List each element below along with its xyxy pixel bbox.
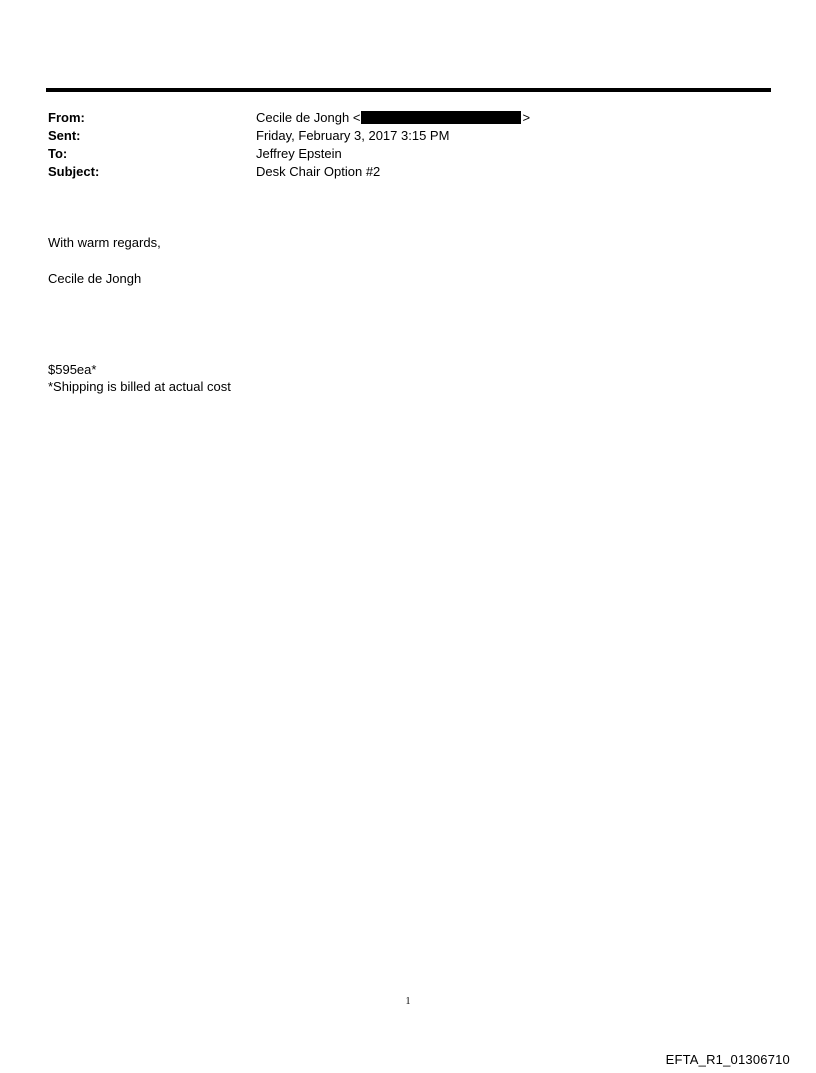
subject-label: Subject: bbox=[48, 164, 100, 179]
signature-name: Cecile de Jongh bbox=[48, 271, 142, 286]
from-row bbox=[48, 109, 748, 127]
email-header bbox=[48, 109, 748, 181]
document-id: EFTA_R1_01306710 bbox=[665, 1052, 790, 1067]
header-divider bbox=[46, 88, 771, 92]
from-name: Cecile de Jongh < bbox=[256, 110, 361, 125]
shipping-note: *Shipping is billed at actual cost bbox=[48, 379, 231, 394]
to-label: To: bbox=[48, 146, 68, 161]
redacted-email bbox=[361, 111, 521, 124]
price-line: $595ea* bbox=[48, 362, 97, 377]
subject-row bbox=[48, 163, 748, 181]
from-close-bracket: > bbox=[522, 110, 531, 125]
closing-regards: With warm regards, bbox=[48, 235, 161, 250]
sent-row bbox=[48, 127, 748, 145]
to-row bbox=[48, 145, 748, 163]
from-value bbox=[256, 109, 530, 127]
subject-value: Desk Chair Option #2 bbox=[256, 164, 381, 179]
sent-value: Friday, February 3, 2017 3:15 PM bbox=[256, 128, 450, 143]
from-label: From: bbox=[48, 110, 85, 125]
page-number: 1 bbox=[405, 996, 411, 1007]
sent-label: Sent: bbox=[48, 128, 81, 143]
to-value: Jeffrey Epstein bbox=[256, 146, 342, 161]
